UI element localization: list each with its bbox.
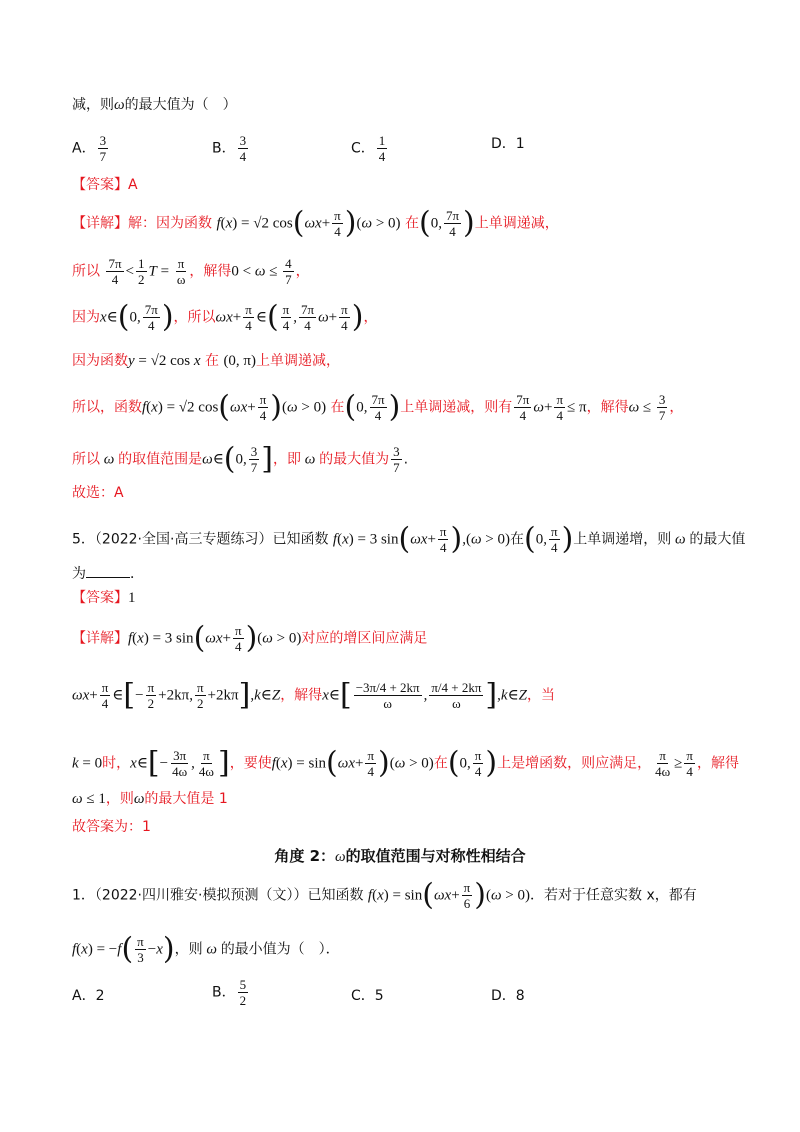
option-d: D．1: [491, 136, 525, 152]
option-a: A． $\frac{3}{7}$: [72, 133, 107, 164]
q5-stem-line-1: 5．（2022·全国·高三专题练习）已知函数 f(x) = 3 sin(ωx+ $\frac{\pi}{4}$ ),(ω > 0)在(0, $\frac{\pi}{4}$ )上单调递增，则 ω 的最大值: [72, 521, 746, 557]
question-number: 1．: [72, 887, 95, 904]
q5-detail-1: 【详解】f(x) = 3 sin(ωx+ $\frac{\pi}{4}$ )(ω > 0)对应的增区间应满足: [72, 620, 428, 656]
option-b: B． $\frac{5}{2}$: [212, 977, 247, 1008]
question-number: 5．: [72, 531, 95, 548]
detail-line-6: 所以 ω 的取值范围是ω∈(0, $\frac{3}{7}$ ]，即 ω 的最大值为 $\frac{3}{7}$ .: [72, 441, 409, 477]
option-c: C． $\frac{1}{4}$: [351, 133, 386, 164]
detail-conclusion: 故选：A: [72, 485, 124, 501]
detail-line-5: 所以，函数f(x) = √2 cos(ωx+ $\frac{\pi}{4}$ )(ω > 0) 在(0, $\frac{7\pi}{4}$ )上单调递减，则有 $\frac{7\pi}{4}$ ω+ $\frac{\pi}{4}$ ≤ π，解得ω ≤ $\frac{3}{7}$ ，: [72, 389, 684, 425]
q5-stem-line-2: 为 ．: [72, 563, 740, 585]
option-a: A．2: [72, 988, 105, 1004]
q5-detail-4: ω ≤ 1，则ω的最大值是 1: [72, 791, 228, 807]
detail-line-3: 因为x∈(0, $\frac{7\pi}{4}$ )，所以ωx+ $\frac{\pi}{4}$ ∈( $\frac{\pi}{4}$ , $\frac{7\pi}{4}$ ω+ $\frac{\pi}{4}$ )，: [72, 299, 378, 335]
q1-stem-line-2: f(x) = −f( $\frac{\pi}{3}$ −x)，则 ω 的最小值为（ ）．: [72, 931, 340, 967]
stem-text: 减，则: [72, 97, 114, 113]
omega-symbol: ω: [114, 97, 125, 113]
detail-line-2: 所以 $\frac{7\pi}{4}$ < $\frac{1}{2}$ T = $\frac{\pi}{\omega}$ ，解得0 < ω ≤ $\frac{4}{7}$ ，: [72, 256, 310, 287]
q1-stem-line-1: 1．（2022·四川雅安·模拟预测（文））已知函数 f(x) = sin(ωx+ $\frac{\pi}{6}$ )(ω > 0)．若对于任意实数 x，都有: [72, 877, 697, 913]
answer-line: 【答案】A: [72, 177, 138, 193]
option-b: B． $\frac{3}{4}$: [212, 133, 247, 164]
q5-answer: 【答案】1: [72, 590, 136, 606]
stem-text-end: 的最大值为（ ）: [124, 97, 237, 113]
section-heading: 角度 2：ω的取值范围与对称性相结合: [274, 847, 526, 865]
detail-line-4: 因为函数y = √2 cos x 在 (0, π)上单调递减，: [72, 353, 341, 369]
option-d: D．8: [491, 988, 525, 1004]
option-c: C．5: [351, 988, 384, 1004]
detail-line-1: 【详解】解：因为函数 f(x) = √2 cos(ωx+ $\frac{\pi}{4}$ )(ω > 0) 在(0, $\frac{7\pi}{4}$ )上单调递减，: [72, 205, 559, 241]
answer-blank: [86, 563, 130, 578]
q5-final: 故答案为：1: [72, 819, 151, 835]
question-stem-tail: [72, 94, 740, 116]
q5-detail-3: k = 0时，x∈[− $\frac{3\pi}{4\omega}$ , $\frac{\pi}{4\omega}$ ]，要使f(x) = sin(ωx+ $\frac{\pi}{4}$ )(ω > 0)在(0, $\frac{\pi}{4}$ )上是增函数，则应满足， $\frac{\pi}{4\omega}$ ≥ $\frac{\pi}{4}$ ，解得: [72, 745, 739, 781]
q5-detail-2: ωx+ $\frac{\pi}{4}$ ∈[− $\frac{\pi}{2}$ +2kπ, $\frac{\pi}{2}$ +2kπ],k∈Z，解得x∈[ $\frac{-3\pi/4 + 2k\pi}{\omega}$ , $\frac{\pi/4 + 2k\pi}{\omega}$ ],k∈Z，当: [72, 677, 556, 713]
